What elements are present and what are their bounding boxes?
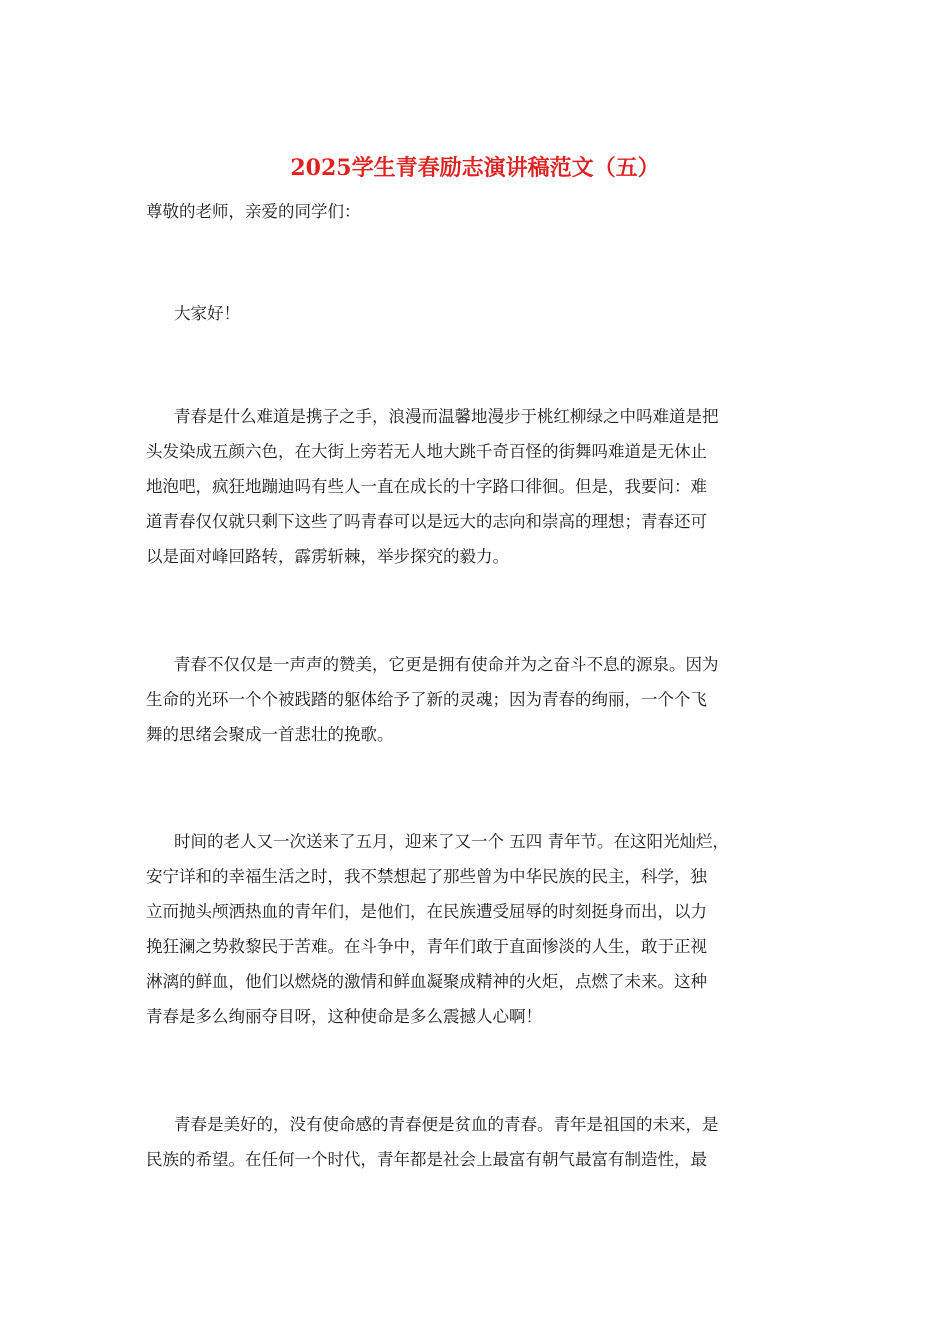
paragraph-1-line-2: 头发染成五颜六色，在大街上旁若无人地大跳千奇百怪的街舞吗难道是无休止 (146, 442, 707, 461)
paragraph-3-line-6: 青春是多么绚丽夺目呀，这种使命是多么震撼人心啊！ (146, 1007, 542, 1026)
paragraph-4-line-2: 民族的希望。在任何一个时代，青年都是社会上最富有朝气最富有制造性，最 (146, 1150, 707, 1169)
paragraph-3-line-2: 安宁详和的幸福生活之时，我不禁想起了那些曾为中华民族的民主，科学，独 (146, 867, 707, 886)
paragraph-1-line-5: 以是面对峰回路转，霹雳斩棘，举步探究的毅力。 (146, 547, 509, 566)
paragraph-2-line-3: 舞的思绪会聚成一首悲壮的挽歌。 (146, 725, 394, 744)
paragraph-3-line-1: 时间的老人又一次送来了五月，迎来了又一个 五四 青年节。在这阳光灿烂， (174, 832, 729, 851)
greeting: 大家好！ (174, 304, 240, 323)
document-title: 2025学生青春励志演讲稿范文（五） (290, 155, 660, 181)
paragraph-3-line-5: 淋漓的鲜血，他们以燃烧的激情和鲜血凝聚成精神的火炬，点燃了未来。这种 (146, 972, 707, 991)
paragraph-1-line-1: 青春是什么难道是携子之手，浪漫而温馨地漫步于桃红柳绿之中吗难道是把 (174, 407, 719, 426)
paragraph-3-line-3: 立而抛头颅洒热血的青年们，是他们，在民族遭受屈辱的时刻挺身而出，以力 (146, 902, 707, 921)
paragraph-1-line-4: 道青春仅仅就只剩下这些了吗青春可以是远大的志向和崇高的理想；青春还可 (146, 512, 707, 531)
salutation: 尊敬的老师，亲爱的同学们： (146, 202, 361, 221)
paragraph-2-line-2: 生命的光环一个个被践踏的躯体给予了新的灵魂；因为青春的绚丽，一个个飞 (146, 690, 707, 709)
paragraph-2-line-1: 青春不仅仅是一声声的赞美，它更是拥有使命并为之奋斗不息的源泉。因为 (174, 655, 719, 674)
paragraph-3-line-4: 挽狂澜之势救黎民于苦难。在斗争中，青年们敢于直面惨淡的人生，敢于正视 (146, 937, 707, 956)
paragraph-1-line-3: 地泡吧，疯狂地蹦迪吗有些人一直在成长的十字路口徘徊。但是，我要问：难 (146, 477, 707, 496)
paragraph-4-line-1: 青春是美好的，没有使命感的青春便是贫血的青春。青年是祖国的未来，是 (174, 1115, 719, 1134)
